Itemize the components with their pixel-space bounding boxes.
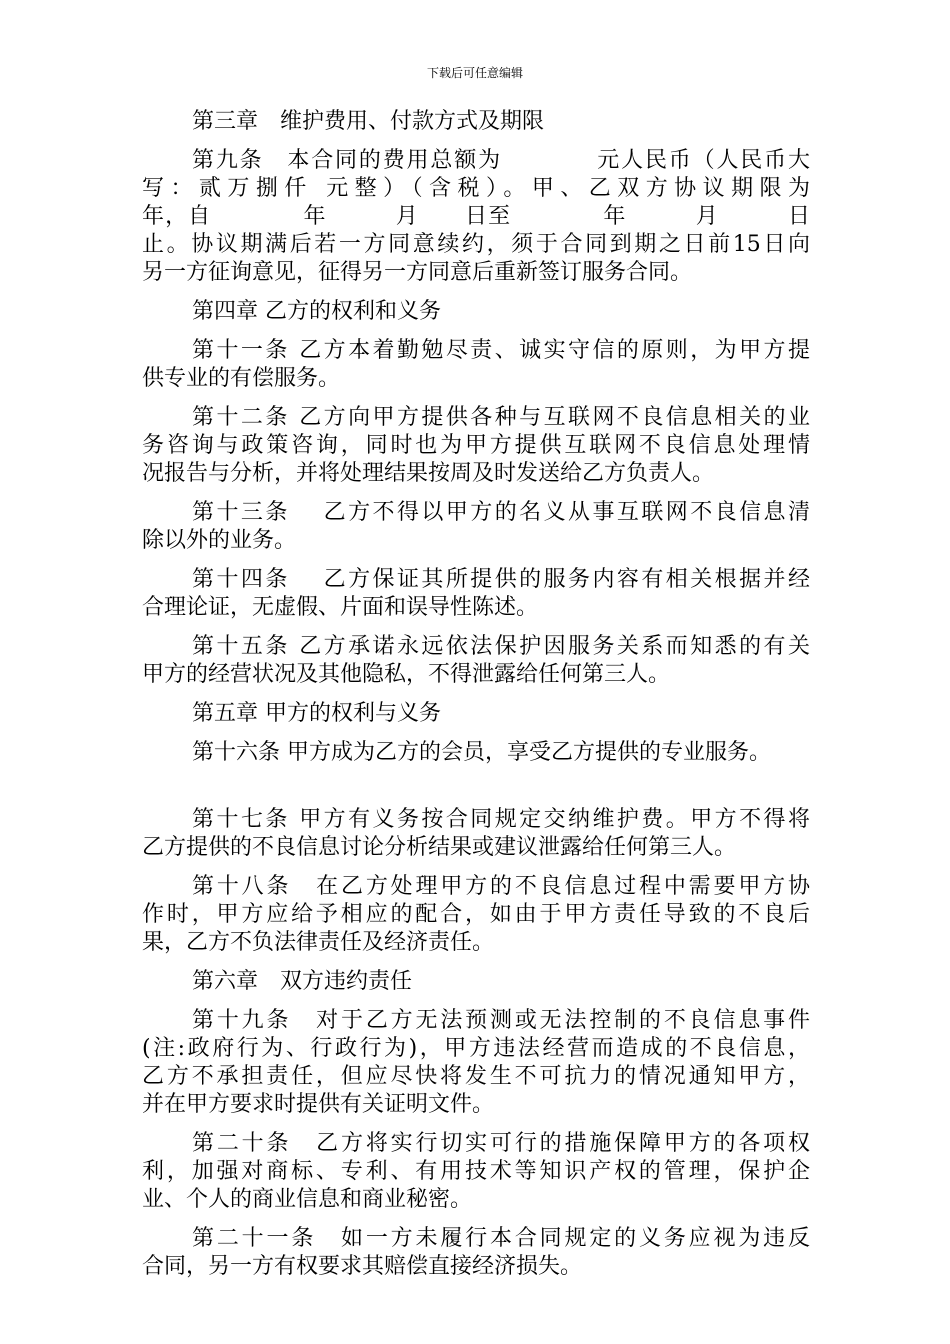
article-15 (142, 633, 810, 689)
article-14-line-2: 合理论证，无虚假、片面和误导性陈述。 (142, 595, 539, 620)
article-18-line-2: 作时，甲方应给予相应的配合，如由于甲方责任导致的不良后 (142, 902, 810, 927)
article-16 (142, 739, 810, 795)
article-19-line-4: 并在甲方要求时提供有关证明文件。 (142, 1092, 495, 1117)
article-13-line-2: 除以外的业务。 (142, 528, 297, 553)
article-21 (142, 1225, 810, 1281)
article-20-line-3: 业、个人的商业信息和商业秘密。 (142, 1187, 473, 1212)
article-19-line-3: 乙方不承担责任，但应尽快将发生不可抗力的情况通知甲方， (142, 1064, 810, 1089)
article-11 (142, 337, 810, 393)
article-11-line-2: 供专业的有偿服务。 (142, 366, 341, 391)
article-15-line-1: 第十五条 乙方承诺永远依法保护因服务关系而知悉的有关 (192, 634, 810, 659)
article-15-line-2: 甲方的经营状况及其他隐私，不得泄露给任何第三人。 (142, 662, 671, 687)
article-9-line-1: 第九条 本合同的费用总额为 元人民币（人民币大 (192, 148, 810, 173)
article-9-line-5: 另一方征询意见，征得另一方同意后重新签订服务合同。 (142, 260, 693, 285)
article-19-line-2: (注:政府行为、行政行为)，甲方违法经营而造成的不良信息， (142, 1036, 810, 1061)
article-12-line-1: 第十二条 乙方向甲方提供各种与互联网不良信息相关的业 (192, 405, 810, 430)
article-18-line-3: 果，乙方不负法律责任及经济责任。 (142, 930, 495, 955)
article-14 (142, 566, 810, 622)
article-9-line-3: 年，自 年 月 日至 年 月 日 (142, 204, 810, 229)
chapter-4-title: 第四章 乙方的权利和义务 (192, 299, 441, 324)
article-14-line-1: 第十四条 乙方保证其所提供的服务内容有相关根据并经 (192, 567, 810, 592)
article-19-line-1: 第十九条 对于乙方无法预测或无法控制的不良信息事件 (192, 1008, 810, 1033)
chapter-3-title: 第三章 维护费用、付款方式及期限 (192, 109, 545, 134)
article-12-line-3: 况报告与分析，并将处理结果按周及时发送给乙方负责人。 (142, 461, 715, 486)
article-11-line-1: 第十一条 乙方本着勤勉尽责、诚实守信的原则，为甲方提 (192, 338, 810, 363)
article-18-line-1: 第十八条 在乙方处理甲方的不良信息过程中需要甲方协 (192, 874, 810, 899)
article-16-line-1: 第十六条 甲方成为乙方的会员，享受乙方提供的专业服务。 (192, 740, 771, 765)
article-17 (142, 806, 810, 862)
article-9-line-4: 止。协议期满后若一方同意续约，须于合同到期之日前15日向 (142, 232, 810, 257)
article-9-line-2: 写：贰万捌仟 元整）（含税）。甲、乙双方协议期限为 (142, 176, 810, 201)
article-13 (142, 499, 810, 555)
page-header-note: 下载后可任意编辑 (426, 66, 523, 80)
article-21-line-1: 第二十一条 如一方未履行本合同规定的义务应视为违反 (192, 1226, 810, 1251)
article-17-line-1: 第十七条 甲方有义务按合同规定交纳维护费。甲方不得将 (192, 807, 810, 832)
article-19 (142, 1007, 810, 1119)
article-9 (142, 147, 810, 287)
article-13-line-1: 第十三条 乙方不得以甲方的名义从事互联网不良信息清 (192, 500, 810, 525)
article-18 (142, 873, 810, 957)
article-12 (142, 404, 810, 488)
chapter-5-title: 第五章 甲方的权利与义务 (192, 701, 441, 726)
article-12-line-2: 务咨询与政策咨询，同时也为甲方提供互联网不良信息处理情 (142, 433, 810, 458)
chapter-6-title: 第六章 双方违约责任 (192, 969, 413, 994)
article-20-line-2: 利，加强对商标、专利、有用技术等知识产权的管理，保护企 (142, 1159, 810, 1184)
article-17-line-2: 乙方提供的不良信息讨论分析结果或建议泄露给任何第三人。 (142, 835, 737, 860)
document-body (142, 108, 810, 1292)
article-20-line-1: 第二十条 乙方将实行切实可行的措施保障甲方的各项权 (192, 1131, 810, 1156)
article-21-line-2: 合同，另一方有权要求其赔偿直接经济损失。 (142, 1254, 583, 1279)
blank-line (142, 767, 810, 795)
article-20 (142, 1130, 810, 1214)
